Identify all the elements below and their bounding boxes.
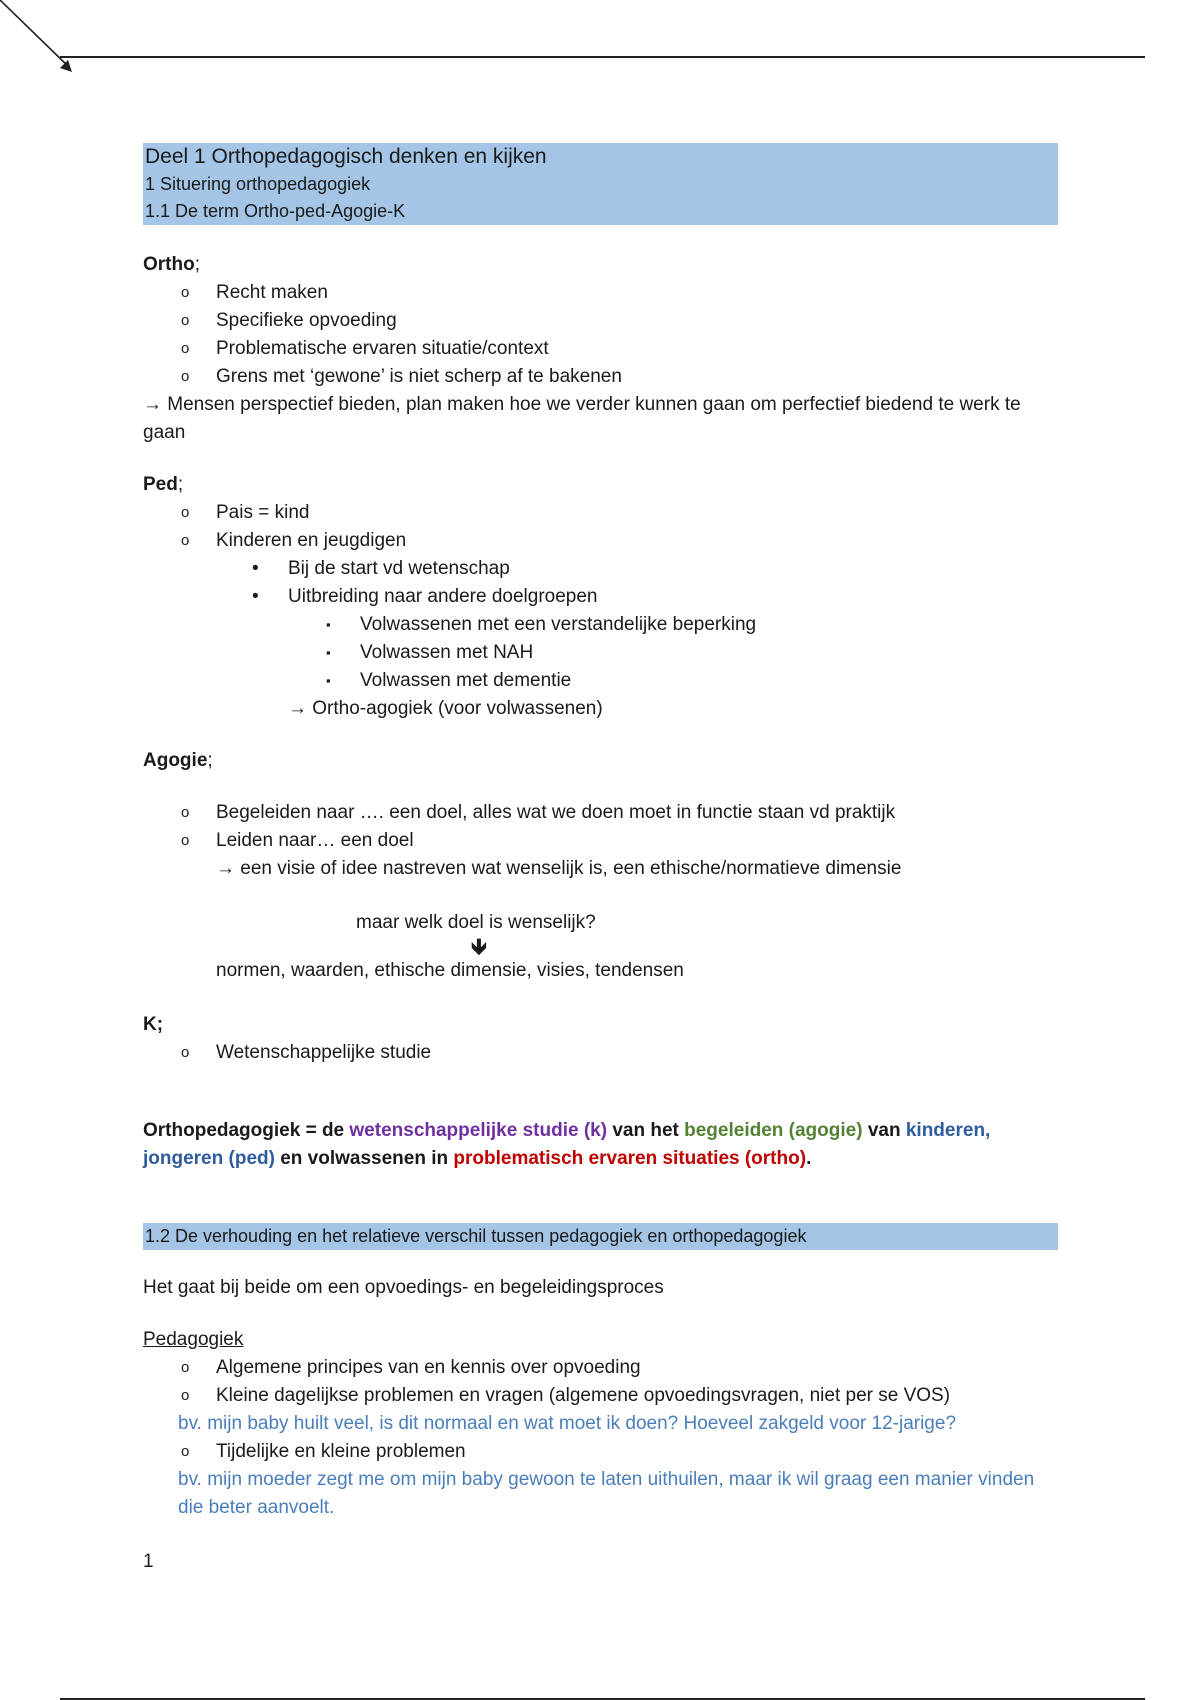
part-title: Deel 1 Orthopedagogisch denken en kijken [145, 145, 547, 168]
chapter-heading: 1 Situering orthopedagogiek [145, 174, 371, 194]
list-item: o Begeleiden naar …. een doel, alles wat we doen moet in functie staan vd praktijk [181, 802, 896, 823]
k-heading: K; [143, 1014, 164, 1035]
top-rule [60, 56, 1145, 58]
list-item: o Grens met ‘gewone’ is niet scherp af te bakenen [181, 366, 622, 387]
list-item: o Leiden naar… een doel [181, 830, 414, 851]
list-item: • Bij de start vd wetenschap [252, 558, 510, 579]
section-2-heading: 1.2 De verhouding en het relatieve verschil tussen pedagogiek en orthopedagogiek [143, 1223, 1058, 1250]
title-highlight-block [143, 143, 1058, 225]
page-number: 1 [143, 1551, 154, 1572]
list-item: o Kleine dagelijkse problemen en vragen (algemene opvoedingsvragen, niet per se VOS) [181, 1385, 951, 1406]
list-item: • Uitbreiding naar andere doelgroepen [252, 586, 598, 607]
list-item: ▪ Volwassen met dementie [326, 670, 572, 691]
list-item: ▪ Volwassen met NAH [326, 642, 534, 663]
example-text: bv. mijn baby huilt veel, is dit normaal en wat moet ik doen? Hoeveel zakgeld voor 12-jarige? [178, 1413, 957, 1434]
list-item: o Algemene principes van en kennis over opvoeding [181, 1357, 641, 1378]
ortho-note: → Mensen perspectief bieden, plan maken hoe we verder kunnen gaan om perfectief biedend te werk te gaan [143, 394, 1021, 443]
section-2-intro: Het gaat bij beide om een opvoedings- en begeleidingsproces [143, 1277, 664, 1298]
list-item: o Problematische ervaren situatie/context [181, 338, 549, 359]
list-item: o Kinderen en jeugdigen [181, 530, 407, 551]
agogie-heading: Agogie; [143, 750, 213, 771]
list-item: o Tijdelijke en kleine problemen [181, 1441, 466, 1462]
definition-paragraph: Orthopedagogiek = de wetenschappelijke studie (k) van het begeleiden (agogie) van kinderen, jongeren (ped) en volwassenen in problematisch ervaren situaties (ortho). [143, 1120, 991, 1169]
list-item: o Specifieke opvoeding [181, 310, 397, 331]
list-item: o Pais = kind [181, 502, 310, 523]
corner-arrow-icon [0, 0, 80, 80]
agogie-note: → een visie of idee nastreven wat wenselijk is, een ethische/normatieve dimensie [216, 858, 902, 879]
agogie-answer: normen, waarden, ethische dimensie, visies, tendensen [216, 960, 684, 981]
agogie-question: maar welk doel is wenselijk? [356, 912, 596, 933]
down-arrow-icon: 🡻 [471, 934, 487, 959]
pedagogiek-subheading: Pedagogiek [143, 1329, 244, 1350]
section-heading: 1.1 De term Ortho-ped-Agogie-K [145, 201, 406, 221]
document-page [143, 143, 1058, 1576]
list-item: ▪ Volwassenen met een verstandelijke beperking [326, 614, 757, 635]
ortho-heading: Ortho; [143, 254, 200, 275]
list-item: o Recht maken [181, 282, 328, 303]
example-text: bv. mijn moeder zegt me om mijn baby gewoon te laten uithuilen, maar ik wil graag een manier vinden die beter aanvoelt. [178, 1469, 1035, 1518]
ped-note: → Ortho-agogiek (voor volwassenen) [288, 698, 603, 719]
ped-heading: Ped; [143, 474, 184, 495]
list-item: o Wetenschappelijke studie [181, 1042, 432, 1063]
